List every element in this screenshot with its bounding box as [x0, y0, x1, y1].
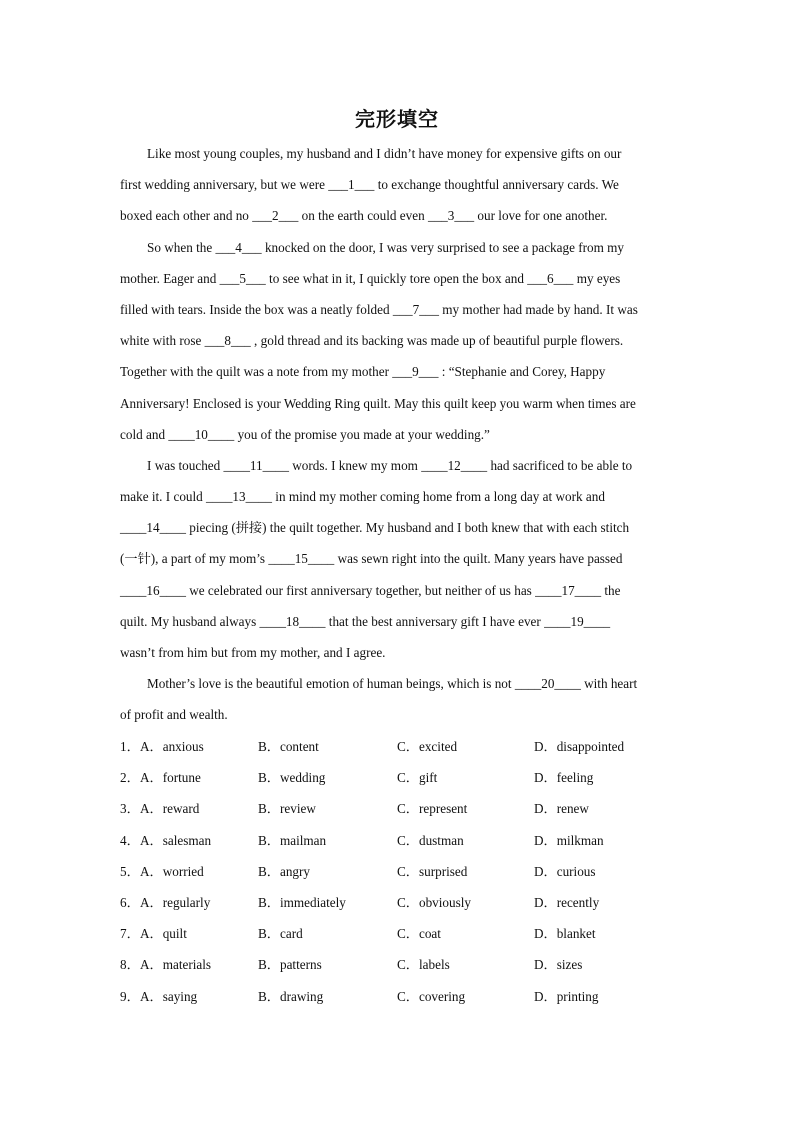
- option-c: C．surprised: [397, 863, 468, 879]
- option-c: C．gift: [397, 770, 438, 786]
- passage-line: boxed each other and no ___2___ on the earth could even ___3___ our love for one another.: [120, 208, 608, 224]
- passage-line: Anniversary! Enclosed is your Wedding Ring quilt. May this quilt keep you warm when times are: [120, 395, 636, 411]
- passage-line: (一针), a part of my mom’s ____15____ was sewn right into the quilt. Many years have passed: [120, 551, 623, 567]
- option-d: D．renew: [534, 801, 589, 817]
- question-number: 3．: [120, 801, 140, 817]
- option-b: B．patterns: [258, 957, 322, 973]
- question-number: 5．: [120, 863, 140, 879]
- question-options-row: [120, 918, 680, 949]
- option-c: C．labels: [397, 957, 450, 973]
- question-options-row: [120, 793, 680, 824]
- passage-line: filled with tears. Inside the box was a neatly folded ___7___ my mother had made by hand. It was: [120, 301, 638, 317]
- question-options-row: [120, 762, 680, 793]
- option-c: C．coat: [397, 926, 441, 942]
- passage-line: I was touched ____11____ words. I knew my mom ____12____ had sacrificed to be able to: [147, 457, 633, 473]
- passage-line: Like most young couples, my husband and I didn’t have money for expensive gifts on our: [147, 146, 622, 161]
- passage-line: Mother’s love is the beautiful emotion of human beings, which is not ____20____ with heart: [147, 676, 638, 692]
- option-b: B．review: [258, 801, 316, 817]
- question-number: 9．: [120, 988, 140, 1004]
- option-b: B．angry: [258, 863, 311, 879]
- question-number: 1．: [120, 739, 140, 754]
- question-number: 2．: [120, 770, 140, 786]
- option-d: D．milkman: [534, 832, 604, 848]
- option-b: B．content: [258, 739, 319, 754]
- option-c: C．represent: [397, 801, 468, 817]
- option-d: D．sizes: [534, 957, 583, 973]
- option-a: A．anxious: [140, 739, 204, 754]
- question-options-row: [120, 825, 680, 856]
- passage-line: ____16____ we celebrated our first anniversary together, but neither of us has ____17____ the: [120, 582, 621, 598]
- option-a: A．reward: [140, 801, 200, 817]
- option-a: A．fortune: [140, 770, 201, 786]
- option-a: A．saying: [140, 988, 198, 1004]
- passage-line: mother. Eager and ___5___ to see what in it, I quickly tore open the box and ___6___ my eyes: [120, 270, 621, 286]
- question-options-row: [120, 856, 680, 887]
- cloze-passage: [120, 138, 674, 731]
- question-number: 4．: [120, 832, 140, 848]
- question-options-row: [120, 887, 680, 918]
- option-c: C．covering: [397, 988, 466, 1004]
- page-title: 完形填空: [355, 107, 439, 131]
- question-number: 8．: [120, 957, 140, 973]
- passage-line: ____14____ piecing (拼接) the quilt together. My husband and I both knew that with each stitch: [120, 520, 630, 536]
- question-options-row: [120, 949, 680, 980]
- option-d: D．disappointed: [534, 739, 625, 754]
- passage-line: quilt. My husband always ____18____ that the best anniversary gift I have ever ____19____: [120, 613, 611, 629]
- answer-options: [120, 731, 680, 1012]
- passage-line: wasn’t from him but from my mother, and I agree.: [120, 645, 386, 660]
- passage-line: Together with the quilt was a note from my mother ___9___ : “Stephanie and Corey, Happy: [120, 364, 606, 380]
- option-b: B．card: [258, 926, 303, 942]
- option-d: D．feeling: [534, 770, 594, 786]
- option-a: A．salesman: [140, 832, 212, 848]
- question-options-row: [120, 731, 680, 762]
- option-c: C．excited: [397, 739, 458, 754]
- option-d: D．recently: [534, 894, 600, 910]
- option-a: A．materials: [140, 957, 212, 973]
- option-b: B．immediately: [258, 894, 346, 910]
- option-b: B．drawing: [258, 988, 324, 1004]
- passage-line: of profit and wealth.: [120, 707, 228, 723]
- passage-line: white with rose ___8___ , gold thread and its backing was made up of beautiful purple flowers.: [120, 333, 624, 349]
- option-a: A．regularly: [140, 894, 211, 910]
- option-d: D．curious: [534, 863, 596, 879]
- option-d: D．blanket: [534, 926, 596, 942]
- option-c: C．obviously: [397, 894, 472, 910]
- question-number: 6．: [120, 894, 140, 910]
- option-b: B．wedding: [258, 770, 326, 786]
- option-a: A．worried: [140, 863, 204, 879]
- passage-line: So when the ___4___ knocked on the door, I was very surprised to see a package from my: [147, 239, 625, 255]
- question-number: 7．: [120, 926, 140, 942]
- option-a: A．quilt: [140, 926, 187, 942]
- passage-line: first wedding anniversary, but we were ___1___ to exchange thoughtful anniversary cards. We: [120, 177, 619, 193]
- option-d: D．printing: [534, 988, 599, 1004]
- passage-line: make it. I could ____13____ in mind my mother coming home from a long day at work and: [120, 489, 605, 505]
- option-c: C．dustman: [397, 832, 464, 848]
- question-options-row: [120, 981, 680, 1012]
- option-b: B．mailman: [258, 832, 327, 848]
- passage-line: cold and ____10____ you of the promise you made at your wedding.”: [120, 426, 490, 442]
